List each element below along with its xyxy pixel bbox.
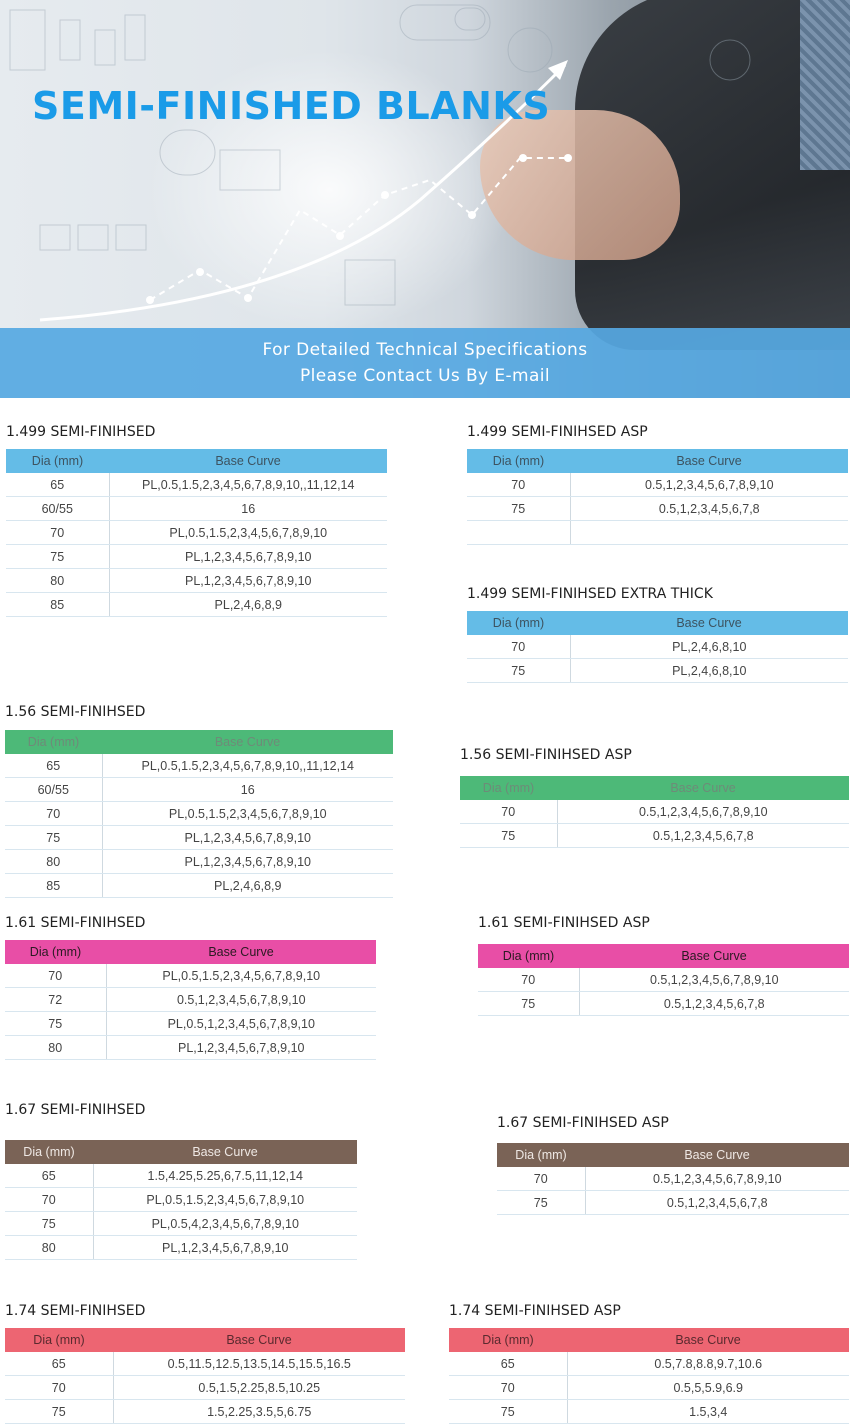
cell-base-curve: PL,0.5,1,2,3,4,5,6,7,8,9,10 bbox=[106, 1012, 376, 1036]
cell-base-curve: 1.5,4.25,5.25,6,7.5,11,12,14 bbox=[93, 1164, 357, 1188]
table-row bbox=[5, 1188, 357, 1212]
cell-dia: 80 bbox=[5, 1236, 93, 1260]
cell-dia: 75 bbox=[5, 826, 102, 850]
cell-base-curve: PL,1,2,3,4,5,6,7,8,9,10 bbox=[93, 1236, 357, 1260]
table-row bbox=[6, 521, 387, 545]
table-row bbox=[449, 1400, 849, 1424]
table-row bbox=[5, 778, 393, 802]
cell-dia: 70 bbox=[5, 802, 102, 826]
section-title: 1.56 SEMI-FINIHSED bbox=[5, 704, 146, 720]
cell-dia: 70 bbox=[449, 1376, 567, 1400]
cell-dia: 70 bbox=[478, 968, 579, 992]
cell-dia: 70 bbox=[467, 473, 570, 497]
table-row bbox=[478, 968, 849, 992]
cell-dia: 60/55 bbox=[6, 497, 109, 521]
table-row bbox=[497, 1167, 849, 1191]
table-row bbox=[6, 497, 387, 521]
column-header-base-curve: Base Curve bbox=[106, 940, 376, 964]
cell-base-curve: 0.5,1,2,3,4,5,6,7,8,9,10 bbox=[570, 473, 848, 497]
table-row bbox=[5, 802, 393, 826]
contact-banner bbox=[0, 328, 850, 398]
cell-dia: 80 bbox=[6, 569, 109, 593]
cell-dia: 65 bbox=[6, 473, 109, 497]
cell-base-curve: 0.5,1,2,3,4,5,6,7,8,9,10 bbox=[579, 968, 849, 992]
cell-dia: 60/55 bbox=[5, 778, 102, 802]
column-header-dia: Dia (mm) bbox=[467, 611, 570, 635]
hero-growth-graphic bbox=[0, 0, 850, 330]
cell-base-curve: 0.5,5,5.9,6.9 bbox=[567, 1376, 849, 1400]
cell-dia: 80 bbox=[5, 850, 102, 874]
cell-dia: 65 bbox=[5, 754, 102, 778]
table-row bbox=[5, 1376, 405, 1400]
spec-table-161 bbox=[5, 940, 376, 1060]
cell-base-curve: PL,0.5,1.5,2,3,4,5,6,7,8,9,10 bbox=[102, 802, 393, 826]
cell-dia: 75 bbox=[5, 1400, 113, 1424]
cell-dia: 75 bbox=[467, 659, 570, 683]
cell-base-curve: 0.5,1,2,3,4,5,6,7,8,9,10 bbox=[557, 800, 849, 824]
cell-dia: 70 bbox=[5, 1376, 113, 1400]
section-title: 1.61 SEMI-FINIHSED bbox=[5, 915, 146, 931]
cell-base-curve: PL,2,4,6,8,10 bbox=[570, 635, 848, 659]
cell-dia: 75 bbox=[460, 824, 557, 848]
cell-dia: 72 bbox=[5, 988, 106, 1012]
table-header-row bbox=[6, 449, 387, 473]
column-header-base-curve: Base Curve bbox=[113, 1328, 405, 1352]
cell-dia: 75 bbox=[5, 1012, 106, 1036]
cell-dia: 75 bbox=[5, 1212, 93, 1236]
table-header-row bbox=[5, 1328, 405, 1352]
cell-dia: 85 bbox=[5, 874, 102, 898]
table-row bbox=[5, 988, 376, 1012]
column-header-base-curve: Base Curve bbox=[109, 449, 387, 473]
table-row bbox=[449, 1376, 849, 1400]
table-row bbox=[467, 473, 848, 497]
cell-base-curve: PL,1,2,3,4,5,6,7,8,9,10 bbox=[102, 826, 393, 850]
column-header-base-curve: Base Curve bbox=[585, 1143, 849, 1167]
column-header-base-curve: Base Curve bbox=[567, 1328, 849, 1352]
table-row bbox=[478, 992, 849, 1016]
cell-dia: 70 bbox=[467, 635, 570, 659]
cell-dia: 75 bbox=[467, 497, 570, 521]
column-header-dia: Dia (mm) bbox=[460, 776, 557, 800]
spec-table-1499 bbox=[6, 449, 387, 617]
cell-base-curve: PL,0.5,1.5,2,3,4,5,6,7,8,9,10 bbox=[93, 1188, 357, 1212]
section-title: 1.499 SEMI-FINIHSED bbox=[6, 424, 156, 440]
column-header-base-curve: Base Curve bbox=[102, 730, 393, 754]
cell-base-curve: 0.5,1,2,3,4,5,6,7,8,9,10 bbox=[585, 1167, 849, 1191]
table-row bbox=[460, 824, 849, 848]
cell-base-curve: 0.5,7.8,8.8,9.7,10.6 bbox=[567, 1352, 849, 1376]
table-row bbox=[5, 1352, 405, 1376]
cell-dia: 85 bbox=[6, 593, 109, 617]
cell-base-curve: PL,0.5,4,2,3,4,5,6,7,8,9,10 bbox=[93, 1212, 357, 1236]
cell-base-curve: 0.5,1,2,3,4,5,6,7,8 bbox=[585, 1191, 849, 1215]
section-title: 1.61 SEMI-FINIHSED ASP bbox=[478, 915, 650, 931]
column-header-dia: Dia (mm) bbox=[449, 1328, 567, 1352]
table-row bbox=[467, 521, 848, 545]
table-header-row bbox=[478, 944, 849, 968]
table-header-row bbox=[460, 776, 849, 800]
spec-table-1499-extra-thick bbox=[467, 611, 848, 683]
spec-table-174 bbox=[5, 1328, 405, 1424]
table-row bbox=[5, 826, 393, 850]
column-header-base-curve: Base Curve bbox=[93, 1140, 357, 1164]
section-title: 1.56 SEMI-FINIHSED ASP bbox=[460, 747, 632, 763]
contact-line-2: Please Contact Us By E-mail bbox=[299, 366, 551, 386]
section-title: 1.74 SEMI-FINIHSED bbox=[5, 1303, 146, 1319]
table-row bbox=[449, 1352, 849, 1376]
cell-base-curve: 16 bbox=[102, 778, 393, 802]
column-header-dia: Dia (mm) bbox=[497, 1143, 585, 1167]
cell-dia: 75 bbox=[478, 992, 579, 1016]
cell-base-curve: PL,0.5,1.5,2,3,4,5,6,7,8,9,10,,11,12,14 bbox=[102, 754, 393, 778]
column-header-dia: Dia (mm) bbox=[5, 940, 106, 964]
cell-base-curve: 1.5,3,4 bbox=[567, 1400, 849, 1424]
spec-table-161-asp bbox=[478, 944, 849, 1016]
spec-table-1499-asp bbox=[467, 449, 848, 545]
column-header-base-curve: Base Curve bbox=[579, 944, 849, 968]
table-header-row bbox=[449, 1328, 849, 1352]
table-row bbox=[5, 1400, 405, 1424]
table-header-row bbox=[5, 1140, 357, 1164]
table-row bbox=[6, 569, 387, 593]
spec-table-156 bbox=[5, 730, 393, 898]
section-title: 1.499 SEMI-FINIHSED ASP bbox=[467, 424, 648, 440]
cell-base-curve: PL,0.5,1.5,2,3,4,5,6,7,8,9,10 bbox=[106, 964, 376, 988]
cell-base-curve: 0.5,11.5,12.5,13.5,14.5,15.5,16.5 bbox=[113, 1352, 405, 1376]
cell-base-curve: PL,1,2,3,4,5,6,7,8,9,10 bbox=[102, 850, 393, 874]
table-header-row bbox=[467, 449, 848, 473]
table-header-row bbox=[5, 730, 393, 754]
contact-line-1: For Detailed Technical Specifications bbox=[262, 340, 588, 360]
column-header-dia: Dia (mm) bbox=[5, 1140, 93, 1164]
cell-dia: 70 bbox=[460, 800, 557, 824]
table-row bbox=[460, 800, 849, 824]
cell-base-curve: PL,0.5,1.5,2,3,4,5,6,7,8,9,10,,11,12,14 bbox=[109, 473, 387, 497]
column-header-base-curve: Base Curve bbox=[570, 611, 848, 635]
table-row bbox=[5, 1236, 357, 1260]
cell-base-curve: PL,2,4,6,8,9 bbox=[102, 874, 393, 898]
cell-base-curve: PL,2,4,6,8,9 bbox=[109, 593, 387, 617]
table-row bbox=[6, 545, 387, 569]
cell-base-curve: 0.5,1.5,2.25,8.5,10.25 bbox=[113, 1376, 405, 1400]
section-title: 1.74 SEMI-FINIHSED ASP bbox=[449, 1303, 621, 1319]
cell-base-curve: 16 bbox=[109, 497, 387, 521]
spec-table-167-asp bbox=[497, 1143, 849, 1215]
cell-base-curve: PL,1,2,3,4,5,6,7,8,9,10 bbox=[106, 1036, 376, 1060]
spec-table-167 bbox=[5, 1140, 357, 1260]
column-header-dia: Dia (mm) bbox=[478, 944, 579, 968]
cell-dia: 80 bbox=[5, 1036, 106, 1060]
section-title: 1.67 SEMI-FINIHSED bbox=[5, 1102, 146, 1118]
table-row bbox=[6, 593, 387, 617]
cell-base-curve: 0.5,1,2,3,4,5,6,7,8 bbox=[570, 497, 848, 521]
cell-dia: 70 bbox=[6, 521, 109, 545]
table-row bbox=[5, 1164, 357, 1188]
table-row bbox=[5, 850, 393, 874]
table-row bbox=[6, 473, 387, 497]
column-header-dia: Dia (mm) bbox=[467, 449, 570, 473]
cell-dia: 70 bbox=[5, 964, 106, 988]
cell-dia: 75 bbox=[6, 545, 109, 569]
table-row bbox=[5, 964, 376, 988]
spec-table-156-asp bbox=[460, 776, 849, 848]
cell-dia: 70 bbox=[497, 1167, 585, 1191]
cell-base-curve: 0.5,1,2,3,4,5,6,7,8,9,10 bbox=[106, 988, 376, 1012]
cell-dia bbox=[467, 521, 570, 545]
table-row bbox=[497, 1191, 849, 1215]
section-title: 1.67 SEMI-FINIHSED ASP bbox=[497, 1115, 669, 1131]
cell-base-curve: PL,0.5,1.5,2,3,4,5,6,7,8,9,10 bbox=[109, 521, 387, 545]
table-header-row bbox=[497, 1143, 849, 1167]
cell-base-curve: PL,1,2,3,4,5,6,7,8,9,10 bbox=[109, 545, 387, 569]
table-row bbox=[5, 874, 393, 898]
spec-table-174-asp bbox=[449, 1328, 849, 1424]
page-title: SEMI-FINISHED BLANKS bbox=[32, 84, 551, 128]
table-row bbox=[467, 635, 848, 659]
table-row bbox=[5, 1012, 376, 1036]
table-header-row bbox=[467, 611, 848, 635]
column-header-base-curve: Base Curve bbox=[557, 776, 849, 800]
cell-dia: 70 bbox=[5, 1188, 93, 1212]
table-row bbox=[5, 1212, 357, 1236]
hero-banner bbox=[0, 0, 850, 398]
table-row bbox=[5, 754, 393, 778]
cell-base-curve: 0.5,1,2,3,4,5,6,7,8 bbox=[557, 824, 849, 848]
cell-dia: 75 bbox=[497, 1191, 585, 1215]
column-header-dia: Dia (mm) bbox=[5, 1328, 113, 1352]
cell-base-curve: 1.5,2.25,3.5,5,6.75 bbox=[113, 1400, 405, 1424]
cell-dia: 65 bbox=[5, 1352, 113, 1376]
cell-base-curve: PL,2,4,6,8,10 bbox=[570, 659, 848, 683]
table-row bbox=[5, 1036, 376, 1060]
cell-dia: 65 bbox=[5, 1164, 93, 1188]
table-header-row bbox=[5, 940, 376, 964]
cell-base-curve bbox=[570, 521, 848, 545]
table-row bbox=[467, 497, 848, 521]
column-header-base-curve: Base Curve bbox=[570, 449, 848, 473]
column-header-dia: Dia (mm) bbox=[6, 449, 109, 473]
cell-dia: 65 bbox=[449, 1352, 567, 1376]
cell-dia: 75 bbox=[449, 1400, 567, 1424]
cell-base-curve: PL,1,2,3,4,5,6,7,8,9,10 bbox=[109, 569, 387, 593]
cell-base-curve: 0.5,1,2,3,4,5,6,7,8 bbox=[579, 992, 849, 1016]
column-header-dia: Dia (mm) bbox=[5, 730, 102, 754]
section-title: 1.499 SEMI-FINIHSED EXTRA THICK bbox=[467, 586, 713, 602]
table-row bbox=[467, 659, 848, 683]
